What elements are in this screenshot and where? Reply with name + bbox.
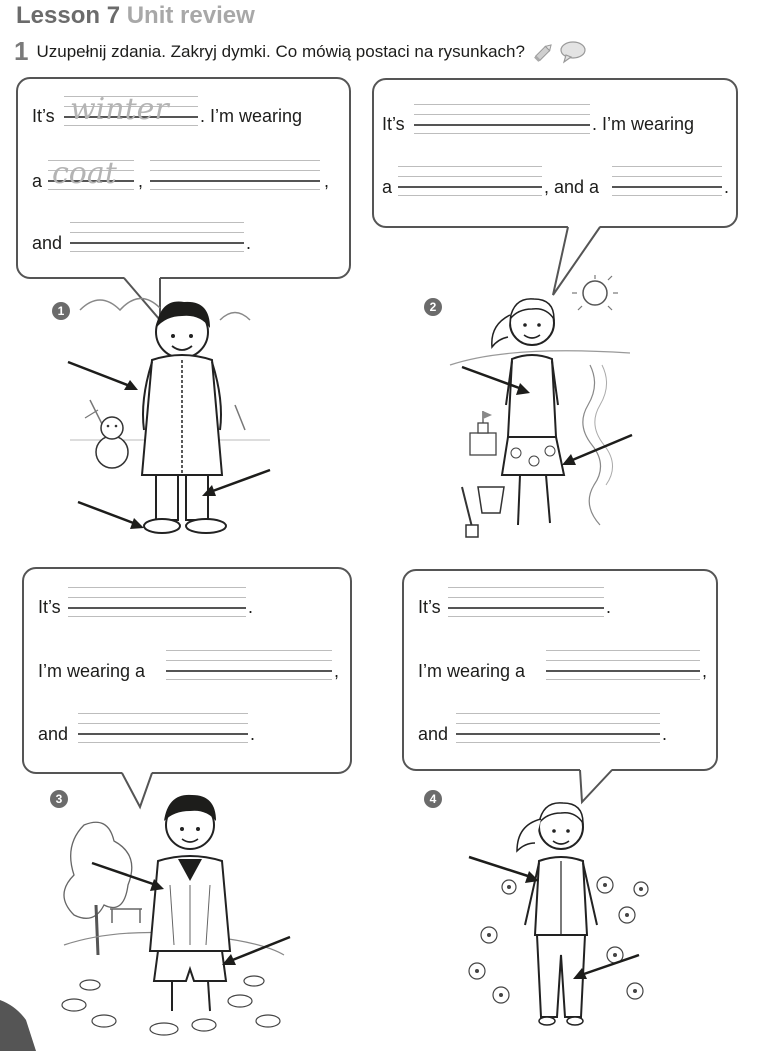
panel2-a: a xyxy=(382,177,393,197)
panel4-comma: , xyxy=(702,661,708,681)
panel1-answer-line-item2 xyxy=(150,160,320,190)
picture-number-1: 1 xyxy=(52,302,70,320)
panel1-comma-end: , xyxy=(324,171,330,191)
girl-in-summer-illustration xyxy=(450,275,650,560)
panel2-answer-line-item2 xyxy=(612,166,722,196)
panel1-comma: , xyxy=(138,171,144,191)
instruction-text: Uzupełnij zdania. Zakryj dymki. Co mówią postaci na rysunkach? xyxy=(36,41,525,61)
panel4-and: and xyxy=(418,724,449,744)
panel3-period2: . xyxy=(250,724,256,744)
panel2-answer-line-season xyxy=(414,104,590,134)
panel3-its: It’s xyxy=(38,597,61,617)
panel1-a: a xyxy=(32,171,43,191)
panel3-wearing: I’m wearing a xyxy=(38,661,146,681)
picture-number-4: 4 xyxy=(424,790,442,808)
page-corner-decoration xyxy=(0,1000,36,1051)
panel4-answer-line-season xyxy=(448,587,604,617)
boy-in-winter-illustration xyxy=(60,280,280,550)
panel4-answer-line-item1 xyxy=(546,650,700,680)
picture-number-3: 3 xyxy=(50,790,68,808)
panel2-wearing: . I’m wearing xyxy=(592,114,695,134)
panel2-answer-line-item1 xyxy=(398,166,542,196)
panel4-its: It’s xyxy=(418,597,441,617)
panel3-comma: , xyxy=(334,661,340,681)
lesson-label: Lesson 7 xyxy=(16,2,121,29)
exercise-number: 1 xyxy=(14,36,29,66)
panel1-example-winter: winter xyxy=(70,92,169,127)
panel3-answer-line-season xyxy=(68,587,246,617)
lesson-title xyxy=(16,2,255,30)
pencil-icon xyxy=(531,39,557,65)
panel2-and-a: , and a xyxy=(544,177,600,197)
panel4-answer-line-item2 xyxy=(456,713,660,743)
panel1-its: It’s xyxy=(32,106,55,126)
unit-label: Unit review xyxy=(126,2,255,29)
girl-in-spring-illustration xyxy=(455,795,655,1040)
panel3-and: and xyxy=(38,724,69,744)
instruction-icons xyxy=(531,39,587,65)
panel1-example-coat: coat xyxy=(52,156,117,191)
panel3-answer-line-item2 xyxy=(78,713,248,743)
panel3-answer-line-item1 xyxy=(166,650,332,680)
boy-in-autumn-illustration xyxy=(44,785,294,1040)
panel1-answer-line-item3 xyxy=(70,222,244,252)
panel2-its: It’s xyxy=(382,114,405,134)
picture-number-2: 2 xyxy=(424,298,442,316)
panel2-period: . xyxy=(724,177,730,197)
panel1-and: and xyxy=(32,233,63,253)
speech-bubble-2 xyxy=(372,78,738,228)
exercise-instruction xyxy=(14,36,587,67)
panel4-period2: . xyxy=(662,724,668,744)
speech-bubble-icon xyxy=(557,39,587,65)
panel1-period: . xyxy=(246,233,252,253)
panel3-period1: . xyxy=(248,597,254,617)
panel4-wearing: I’m wearing a xyxy=(418,661,526,681)
panel1-wearing: . I’m wearing xyxy=(200,106,303,126)
panel4-period1: . xyxy=(606,597,612,617)
